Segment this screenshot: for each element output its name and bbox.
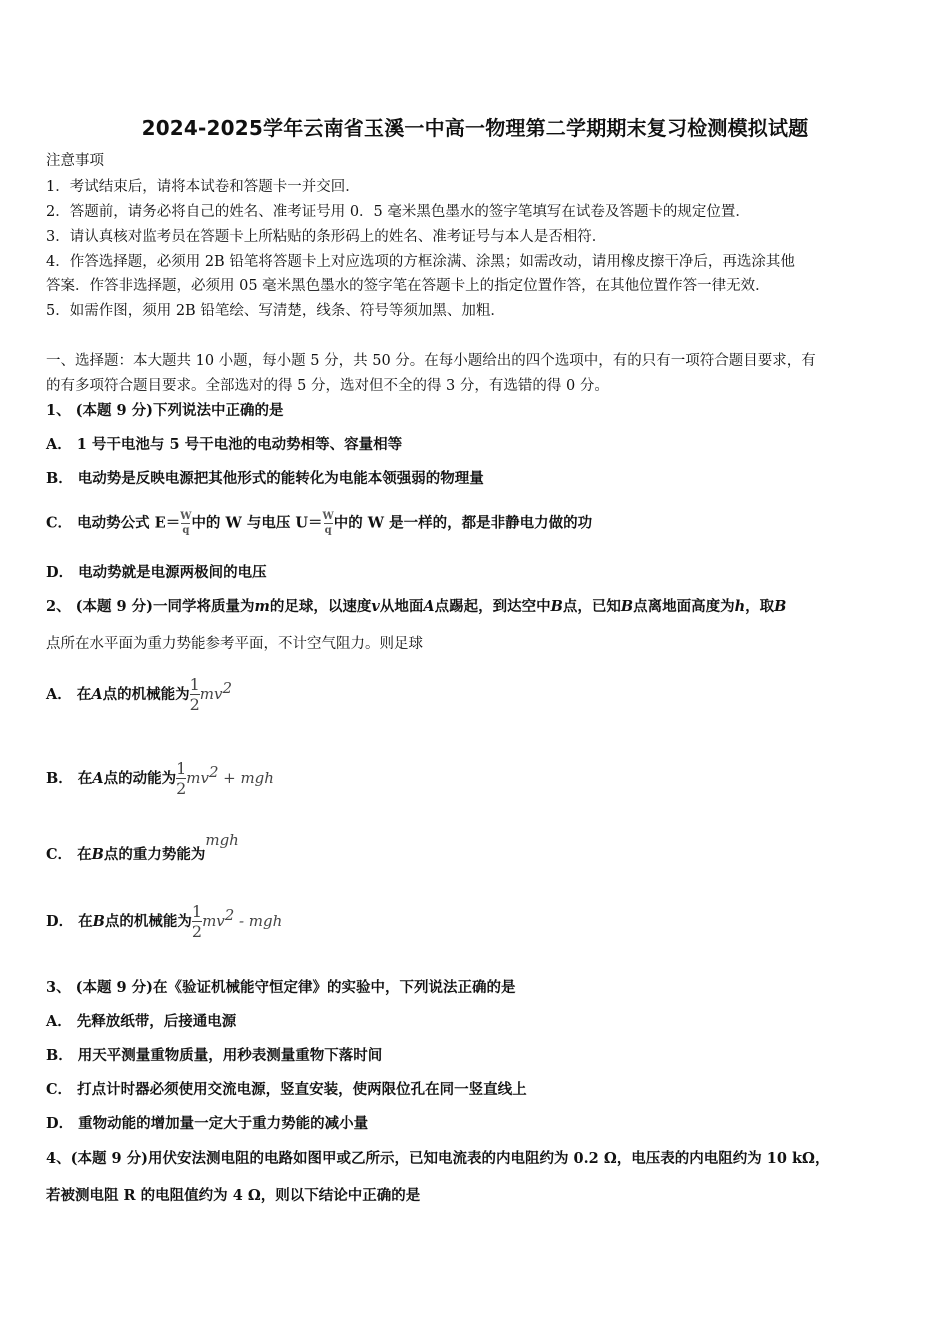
section-instructions: 的有多项符合题目要求。全部选对的得 5 分，选对但不全的得 3 分，有选错的得 0 分。 [46, 378, 609, 394]
symbol-a: A [92, 769, 104, 787]
math-mv: mv [199, 684, 223, 703]
question-3-option-d: D． 重物动能的增加量一定大于重力势能的减小量 [46, 1115, 369, 1132]
fraction-numerator: 1 [191, 902, 203, 922]
fraction-numerator: W [322, 511, 334, 522]
option-text: 点的机械能为 [102, 685, 190, 703]
fraction-w-over-q [323, 510, 334, 537]
notice-item: 2．答题前，请务必将自己的姓名、准考证号用 0．5 毫米黑色墨水的签字笔填写在试卷及答题卡的规定位置． [46, 204, 750, 220]
fraction-denominator: 2 [189, 695, 200, 715]
question-3-stem: 3、 (本题 9 分)在《验证机械能守恒定律》的实验中，下列说法正确的是 [46, 979, 516, 996]
symbol-h: h [734, 598, 746, 615]
stem-text: ，取 [745, 598, 775, 615]
option-label: A． 在 [46, 685, 92, 703]
fraction-denominator: 2 [176, 779, 187, 799]
option-text: 点的机械能为 [104, 912, 192, 930]
option-text: 点的重力势能为 [103, 846, 206, 863]
fraction-numerator: 1 [176, 759, 187, 779]
symbol-b: B [620, 598, 634, 615]
symbol-v: v [371, 598, 380, 615]
math-minus-mgh: - mgh [238, 911, 283, 930]
question-1-stem: 1、 (本题 9 分)下列说法中正确的是 [46, 402, 284, 419]
exponent-2: 2 [222, 679, 233, 697]
question-1-option-c [46, 510, 592, 537]
notice-item: 3．请认真核对监考员在答题卡上所粘贴的条形码上的姓名、准考证号与本人是否相符． [46, 229, 607, 245]
stem-text: 从地面 [379, 598, 424, 615]
fraction-numerator: 1 [189, 675, 200, 695]
option-label: D． 在 [46, 912, 93, 930]
notice-heading: 注意事项 [46, 153, 104, 169]
fraction-numerator: W [180, 511, 192, 522]
math-mv: mv [186, 768, 209, 787]
math-plus-mgh: + mgh [223, 768, 274, 787]
stem-text: 2、 (本题 9 分)一同学将质量为 [46, 598, 255, 615]
symbol-a: A [423, 598, 435, 615]
stem-text: 点，已知 [562, 598, 621, 615]
question-3-option-c: C． 打点计时器必须使用交流电源，竖直安装，使两限位孔在同一竖直线上 [46, 1081, 527, 1098]
notice-item: 5．如需作图，须用 2B 铅笔绘、写清楚，线条、符号等须加黑、加粗． [46, 303, 505, 319]
fraction-denominator: q [324, 525, 332, 536]
page-title: 2024-2025学年云南省玉溪一中高一物理第二学期期末复习检测模拟试题 [141, 116, 809, 140]
notice-item: 1．考试结束后，请将本试卷和答题卡一并交回． [46, 179, 360, 195]
stem-text: 点离地面高度为 [633, 598, 735, 615]
section-instructions: 一、选择题：本大题共 10 小题，每小题 5 分，共 50 分。在每小题给出的四个选项中，有的只有一项符合题目要求，有 [46, 353, 816, 369]
question-2-option-b [46, 750, 274, 801]
question-2-option-a [46, 666, 232, 717]
stem-text: 的足球，以速度 [269, 598, 372, 615]
question-1-option-d: D． 电动势就是电源两极间的电压 [46, 564, 267, 581]
fraction-denominator: q [182, 525, 190, 536]
question-2-stem [46, 597, 786, 617]
stem-text: 点踢起，到达空中 [434, 598, 551, 615]
fraction-one-half [190, 675, 200, 714]
option-label: C． 在 [46, 846, 92, 863]
question-3-option-a: A． 先释放纸带，后接通电源 [46, 1013, 237, 1030]
fraction-denominator: 2 [191, 922, 203, 942]
symbol-m: m [254, 598, 270, 615]
option-c-text: 中的 W 与电压 U＝ [191, 514, 323, 532]
question-2-option-d [46, 893, 282, 944]
option-c-text: 中的 W 是一样的，都是非静电力做的功 [333, 514, 593, 532]
math-mv: mv [202, 911, 225, 930]
fraction-one-half [192, 902, 202, 941]
question-2-option-c [46, 832, 239, 877]
question-1-option-a: A． 1 号干电池与 5 号干电池的电动势相等、容量相等 [46, 436, 403, 453]
question-3-option-b: B． 用天平测量重物质量，用秒表测量重物下落时间 [46, 1047, 383, 1064]
math-mgh: mgh [205, 831, 239, 849]
question-2-stem-line2: 点所在水平面为重力势能参考平面，不计空气阻力。则足球 [46, 636, 423, 652]
option-label: B． 在 [46, 769, 93, 787]
option-c-text: C． 电动势公式 E＝ [46, 514, 181, 532]
fraction-one-half [176, 759, 186, 798]
fraction-w-over-q [180, 510, 191, 537]
symbol-a: A [91, 685, 103, 703]
option-text: 点的动能为 [103, 769, 177, 787]
question-4-stem-line2: 若被测电阻 R 的电阻值约为 4 Ω，则以下结论中正确的是 [46, 1187, 421, 1204]
notice-item: 答案．作答非选择题，必须用 05 毫米黑色墨水的签字笔在答题卡上的指定位置作答，在其他位置作答一律无效． [46, 278, 770, 294]
symbol-b: B [550, 598, 563, 615]
exponent-2: 2 [208, 763, 219, 781]
exponent-2: 2 [224, 906, 235, 924]
question-1-option-b: B． 电动势是反映电源把其他形式的能转化为电能本领强弱的物理量 [46, 470, 484, 487]
symbol-b: B [91, 846, 104, 863]
notice-item: 4．作答选择题，必须用 2B 铅笔将答题卡上对应选项的方框涂满、涂黑；如需改动，请用橡皮擦干净后，再选涂其他 [46, 254, 795, 270]
symbol-b: B [92, 912, 105, 930]
symbol-b: B [774, 598, 787, 615]
question-4-stem: 4、(本题 9 分)用伏安法测电阻的电路如图甲或乙所示，已知电流表的内电阻约为 0.2 Ω，电压表的内电阻约为 10 kΩ， [46, 1150, 830, 1167]
